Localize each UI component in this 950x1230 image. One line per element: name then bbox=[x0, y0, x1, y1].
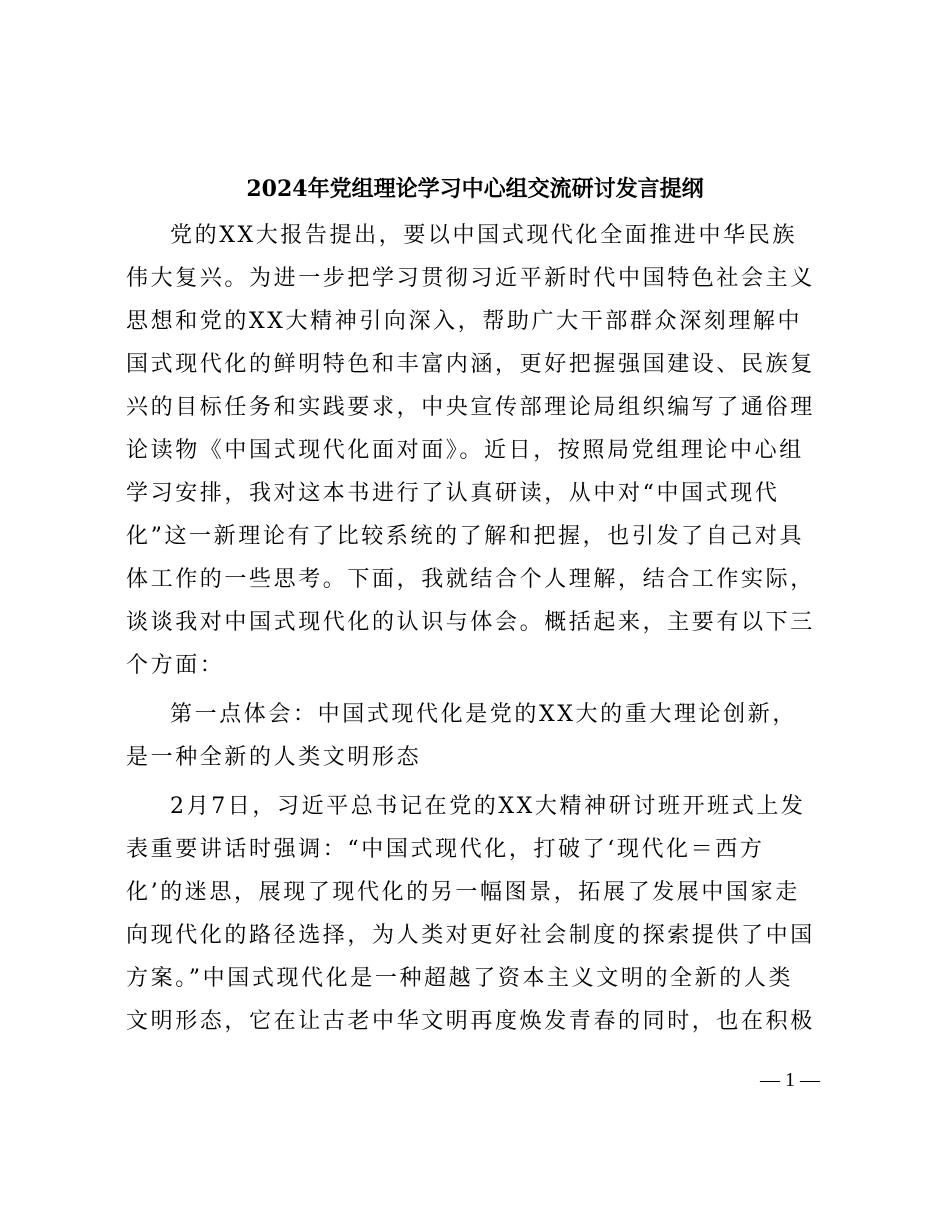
paragraph-line: 谈谈我对中国式现代化的认识与体会。概括起来，主要有以下三 bbox=[126, 610, 815, 635]
paragraph-line: 伟大复兴。为进一步把学习贯彻习近平新时代中国特色社会主义 bbox=[126, 266, 815, 291]
paragraph-line: 方案。”中国式现代化是一种超越了资本主义文明的全新的人类 bbox=[126, 966, 794, 991]
page-number: — 1 — bbox=[760, 1069, 820, 1091]
section-heading-line: 是一种全新的人类文明形态 bbox=[126, 745, 422, 770]
paragraph-line: 化’的迷思，展现了现代化的另一幅图景，拓展了发展中国家走 bbox=[126, 880, 800, 905]
paragraph-line: 学习安排，我对这本书进行了认真研读，从中对“中国式现代 bbox=[126, 481, 780, 506]
section-heading-line: 第一点体会：中国式现代化是党的XX大的重大理论创新， bbox=[170, 702, 797, 727]
paragraph-line: 体工作的一些思考。下面，我就结合个人理解，结合工作实际， bbox=[126, 567, 815, 592]
paragraph-line: 个方面： bbox=[126, 653, 225, 678]
paragraph-line: 论读物《中国式现代化面对面》。近日，按照局党组理论中心组 bbox=[126, 438, 804, 463]
paragraph-line: 党的XX大报告提出，要以中国式现代化全面推进中华民族 bbox=[170, 223, 797, 248]
document-title: 2024年党组理论学习中心组交流研讨发言提纲 bbox=[246, 176, 704, 202]
paragraph-line: 兴的目标任务和实践要求，中央宣传部理论局组织编写了通俗理 bbox=[126, 395, 815, 420]
paragraph-line: 2月7日，习近平总书记在党的XX大精神研讨班开班式上发 bbox=[170, 794, 806, 819]
paragraph-line: 向现代化的路径选择，为人类对更好社会制度的探索提供了中国 bbox=[126, 923, 815, 948]
paragraph-line: 思想和党的XX大精神引向深入，帮助广大干部群众深刻理解中 bbox=[126, 309, 803, 334]
paragraph-line: 化”这一新理论有了比较系统的了解和把握，也引发了自己对具 bbox=[126, 524, 805, 549]
paragraph-line: 文明形态，它在让古老中华文明再度焕发青春的同时，也在积极 bbox=[126, 1009, 815, 1034]
paragraph-line: 表重要讲话时强调：“中国式现代化，打破了‘现代化＝西方 bbox=[126, 837, 765, 862]
paragraph-line: 国式现代化的鲜明特色和丰富内涵，更好把握强国建设、民族复 bbox=[126, 352, 815, 377]
